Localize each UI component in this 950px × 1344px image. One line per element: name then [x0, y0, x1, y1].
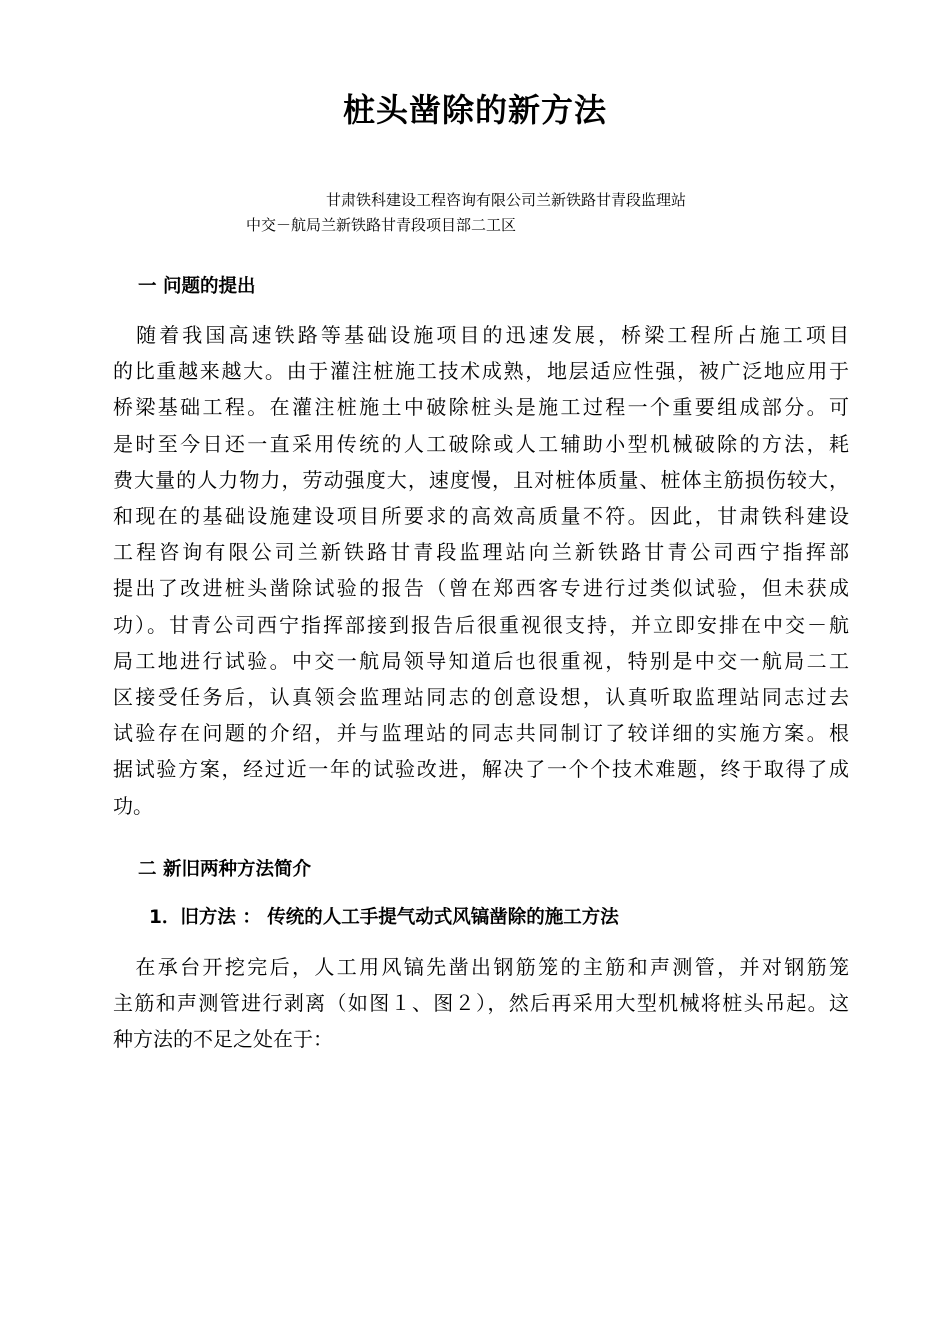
paragraph-line: 和现在的基础设施建设项目所要求的高效高质量不符。因此，甘肃铁科建设	[113, 504, 849, 529]
paragraph-line: 随着我国高速铁路等基础设施项目的迅速发展，桥梁工程所占施工项目	[113, 323, 849, 347]
section-heading-problem: 一 问题的提出	[138, 276, 256, 297]
affiliation-project-department: 中交－航局兰新铁路甘青段项目部二工区	[246, 216, 517, 234]
paragraph-old-method	[113, 949, 849, 1058]
subsection-heading-old-method: 1．旧方法 ： 传统的人工手提气动式风镐凿除的施工方法	[149, 907, 619, 928]
paragraph-line: 是时至今日还一直采用传统的人工破除或人工辅助小型机械破除的方法，耗	[113, 431, 849, 456]
paragraph-line: 提出了改进桩头凿除试验的报告（曾在郑西客专进行过类似试验，但未获成	[113, 576, 849, 601]
paragraph-line: 局工地进行试验。中交一航局领导知道后也很重视，特别是中交一航局二工	[113, 648, 849, 673]
paragraph-line: 费大量的人力物力，劳动强度大，速度慢，且对桩体质量、桩体主筋损伤较大，	[113, 467, 849, 492]
paragraph-line: 试验存在问题的介绍，并与监理站的同志共同制订了较详细的实施方案。根	[113, 721, 849, 746]
paragraph-line: 在承台开挖完后，人工用风镐先凿出钢筋笼的主筋和声测管，并对钢筋笼	[113, 955, 849, 979]
paragraph-line: 主筋和声测管进行剥离（如图１、图２），然后再采用大型机械将桩头吊起。这	[113, 991, 849, 1016]
paragraph-line: 功）。甘青公司西宁指挥部接到报告后很重视很支持，并立即安排在中交－航	[113, 612, 849, 637]
paragraph-problem-statement	[113, 317, 849, 824]
document-title: 桩头凿除的新方法	[342, 91, 607, 129]
affiliation-supervision-station: 甘肃铁科建设工程咨询有限公司兰新铁路甘青段监理站	[326, 191, 687, 209]
paragraph-line: 据试验方案，经过近一年的试验改进，解决了一个个技术难题，终于取得了成	[113, 757, 849, 782]
paragraph-line: 工程咨询有限公司兰新铁路甘青段监理站向兰新铁路甘青公司西宁指挥部	[113, 540, 849, 565]
paragraph-line: 的比重越来越大。由于灌注桩施工技术成熟，地层适应性强，被广泛地应用于	[113, 359, 849, 384]
paragraph-line: 功。	[113, 793, 153, 818]
paragraph-line: 区接受任务后，认真领会监理站同志的创意设想，认真听取监理站同志过去	[113, 685, 849, 710]
paragraph-line: 种方法的不足之处在于：	[113, 1027, 333, 1052]
section-heading-methods: 二 新旧两种方法简介	[138, 859, 311, 880]
paragraph-line: 桥梁基础工程。在灌注桩施土中破除桩头是施工过程一个重要组成部分。可	[113, 395, 849, 420]
